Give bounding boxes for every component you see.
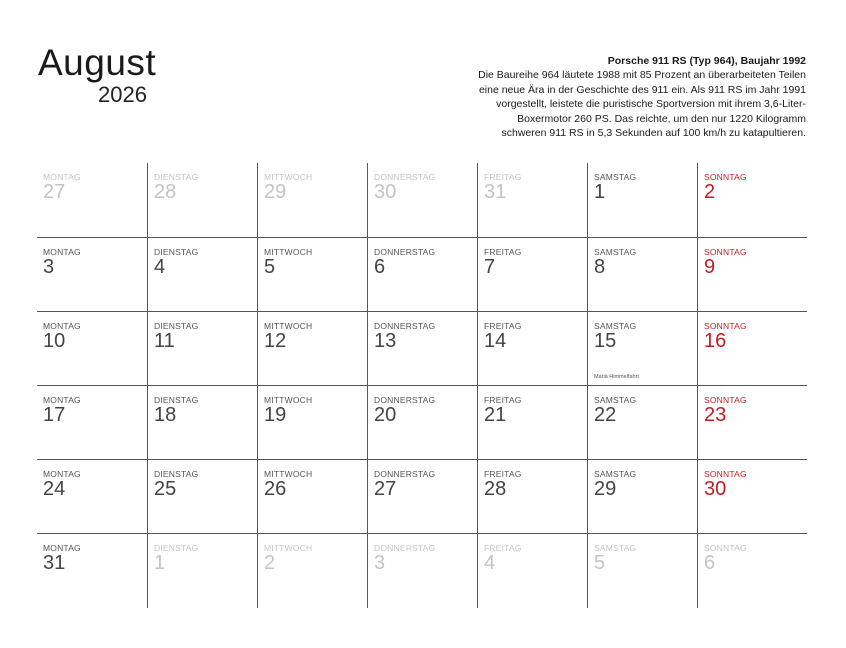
day-number: 15 — [594, 330, 617, 352]
day-cell — [257, 312, 367, 386]
day-number: 18 — [154, 404, 177, 426]
weekday-label: MITTWOCH — [264, 321, 313, 331]
day-number: 24 — [43, 478, 66, 500]
day-number: 16 — [704, 330, 727, 352]
day-cell — [367, 312, 477, 386]
day-number: 11 — [154, 330, 175, 352]
weekday-label: MITTWOCH — [264, 395, 313, 405]
weekday-label: MONTAG — [43, 247, 81, 257]
day-cell — [477, 312, 587, 386]
weekday-label: SONNTAG — [704, 395, 747, 405]
day-cell — [697, 238, 807, 312]
day-number: 21 — [484, 404, 507, 426]
caption-line: vorgestellt, leistete die puristische Sportversion mit ihrem 3,6-Liter- — [496, 98, 806, 111]
day-cell — [697, 386, 807, 460]
caption-title: Porsche 911 RS (Typ 964), Baujahr 1992 — [607, 55, 806, 67]
weekday-label: DIENSTAG — [154, 543, 199, 553]
day-cell — [147, 386, 257, 460]
weekday-label: MONTAG — [43, 172, 81, 182]
weekday-label: DIENSTAG — [154, 469, 199, 479]
day-number: 17 — [43, 404, 66, 426]
photo-caption — [446, 54, 806, 140]
weekday-label: DIENSTAG — [154, 321, 199, 331]
day-number: 28 — [484, 478, 507, 500]
weekday-label: SONNTAG — [704, 321, 747, 331]
day-cell — [587, 312, 697, 386]
weekday-label: MONTAG — [43, 321, 81, 331]
day-number: 12 — [264, 330, 287, 352]
day-number: 4 — [154, 256, 166, 278]
day-number: 3 — [43, 256, 55, 278]
day-number: 1 — [594, 181, 606, 203]
day-number: 6 — [704, 552, 716, 574]
day-number: 29 — [264, 181, 287, 203]
weekday-label: FREITAG — [484, 247, 522, 257]
weekday-label: MONTAG — [43, 395, 81, 405]
weekday-label: MITTWOCH — [264, 247, 313, 257]
day-number: 23 — [704, 404, 727, 426]
weekday-label: DONNERSTAG — [374, 543, 436, 553]
day-cell — [37, 460, 147, 534]
month-title: August — [38, 42, 157, 83]
day-number: 26 — [264, 478, 287, 500]
weekday-label: DONNERSTAG — [374, 321, 436, 331]
day-cell — [147, 163, 257, 237]
day-number: 1 — [154, 552, 166, 574]
day-cell — [147, 238, 257, 312]
day-number: 5 — [594, 552, 606, 574]
day-number: 14 — [484, 330, 507, 352]
weekday-label: SAMSTAG — [594, 172, 637, 182]
day-cell — [367, 238, 477, 312]
calendar-week-row — [37, 237, 807, 312]
weekday-label: SAMSTAG — [594, 321, 637, 331]
day-number: 19 — [264, 404, 287, 426]
calendar-week-row — [37, 163, 807, 237]
day-cell — [697, 534, 807, 608]
caption-line: Die Baureihe 964 läutete 1988 mit 85 Prozent an überarbeiteten Teilen — [478, 69, 806, 82]
day-cell — [587, 238, 697, 312]
day-number: 31 — [484, 181, 507, 203]
day-cell — [37, 534, 147, 608]
day-cell — [477, 238, 587, 312]
weekday-label: SONNTAG — [704, 543, 747, 553]
day-cell — [367, 163, 477, 237]
day-cell — [477, 534, 587, 608]
day-cell — [257, 386, 367, 460]
weekday-label: DONNERSTAG — [374, 469, 436, 479]
day-number: 30 — [704, 478, 727, 500]
calendar-grid — [37, 163, 807, 608]
day-number: 2 — [704, 181, 716, 203]
weekday-label: MONTAG — [43, 469, 81, 479]
day-cell — [697, 312, 807, 386]
weekday-label: MITTWOCH — [264, 543, 313, 553]
day-cell — [587, 460, 697, 534]
day-number: 29 — [594, 478, 617, 500]
day-number: 8 — [594, 256, 606, 278]
calendar-week-row — [37, 533, 807, 608]
weekday-label: DONNERSTAG — [374, 247, 436, 257]
day-number: 27 — [43, 181, 66, 203]
day-cell — [477, 163, 587, 237]
day-number: 25 — [154, 478, 177, 500]
day-cell — [257, 163, 367, 237]
day-cell — [257, 534, 367, 608]
day-number: 28 — [154, 181, 177, 203]
weekday-label: SAMSTAG — [594, 395, 637, 405]
day-cell — [587, 163, 697, 237]
weekday-label: DONNERSTAG — [374, 172, 436, 182]
day-cell — [697, 163, 807, 237]
weekday-label: MONTAG — [43, 543, 81, 553]
day-number: 2 — [264, 552, 276, 574]
day-number: 27 — [374, 478, 397, 500]
weekday-label: MITTWOCH — [264, 469, 313, 479]
day-cell — [147, 534, 257, 608]
day-cell — [37, 238, 147, 312]
day-cell — [477, 386, 587, 460]
weekday-label: SAMSTAG — [594, 543, 637, 553]
weekday-label: DIENSTAG — [154, 172, 199, 182]
weekday-label: FREITAG — [484, 469, 522, 479]
day-cell — [257, 238, 367, 312]
day-cell — [477, 460, 587, 534]
day-number: 22 — [594, 404, 617, 426]
day-cell — [147, 312, 257, 386]
holiday-note: Mariä Himmelfahrt — [594, 374, 639, 380]
day-number: 9 — [704, 256, 716, 278]
day-number: 4 — [484, 552, 496, 574]
day-cell — [37, 386, 147, 460]
weekday-label: FREITAG — [484, 543, 522, 553]
day-number: 10 — [43, 330, 66, 352]
day-cell — [697, 460, 807, 534]
weekday-label: SAMSTAG — [594, 469, 637, 479]
calendar-week-row — [37, 459, 807, 534]
day-cell — [367, 460, 477, 534]
weekday-label: SONNTAG — [704, 469, 747, 479]
day-number: 13 — [374, 330, 397, 352]
caption-line: eine neue Ära in der Geschichte des 911 ein. Als 911 RS im Jahr 1991 — [478, 83, 806, 96]
weekday-label: SONNTAG — [704, 247, 747, 257]
caption-line: schweren 911 RS in 5,3 Sekunden auf 100 km/h zu katapultieren. — [501, 127, 806, 140]
year-label: 2026 — [98, 82, 147, 107]
day-cell — [147, 460, 257, 534]
caption-line: Boxermotor 260 PS. Das reichte, um den nur 1220 Kilogramm — [517, 112, 806, 125]
day-cell — [587, 386, 697, 460]
day-cell — [367, 534, 477, 608]
calendar-week-row — [37, 311, 807, 386]
day-number: 5 — [264, 256, 276, 278]
day-number: 31 — [43, 552, 66, 574]
day-cell — [37, 163, 147, 237]
day-cell — [587, 534, 697, 608]
weekday-label: MITTWOCH — [264, 172, 313, 182]
day-cell — [37, 312, 147, 386]
day-number: 20 — [374, 404, 397, 426]
weekday-label: FREITAG — [484, 321, 522, 331]
day-cell — [367, 386, 477, 460]
weekday-label: SONNTAG — [704, 172, 747, 182]
day-number: 3 — [374, 552, 386, 574]
weekday-label: SAMSTAG — [594, 247, 637, 257]
weekday-label: FREITAG — [484, 395, 522, 405]
day-cell — [257, 460, 367, 534]
weekday-label: DONNERSTAG — [374, 395, 436, 405]
day-number: 7 — [484, 256, 496, 278]
weekday-label: DIENSTAG — [154, 395, 199, 405]
weekday-label: FREITAG — [484, 172, 522, 182]
calendar-week-row — [37, 385, 807, 460]
day-number: 6 — [374, 256, 386, 278]
weekday-label: DIENSTAG — [154, 247, 199, 257]
day-number: 30 — [374, 181, 397, 203]
